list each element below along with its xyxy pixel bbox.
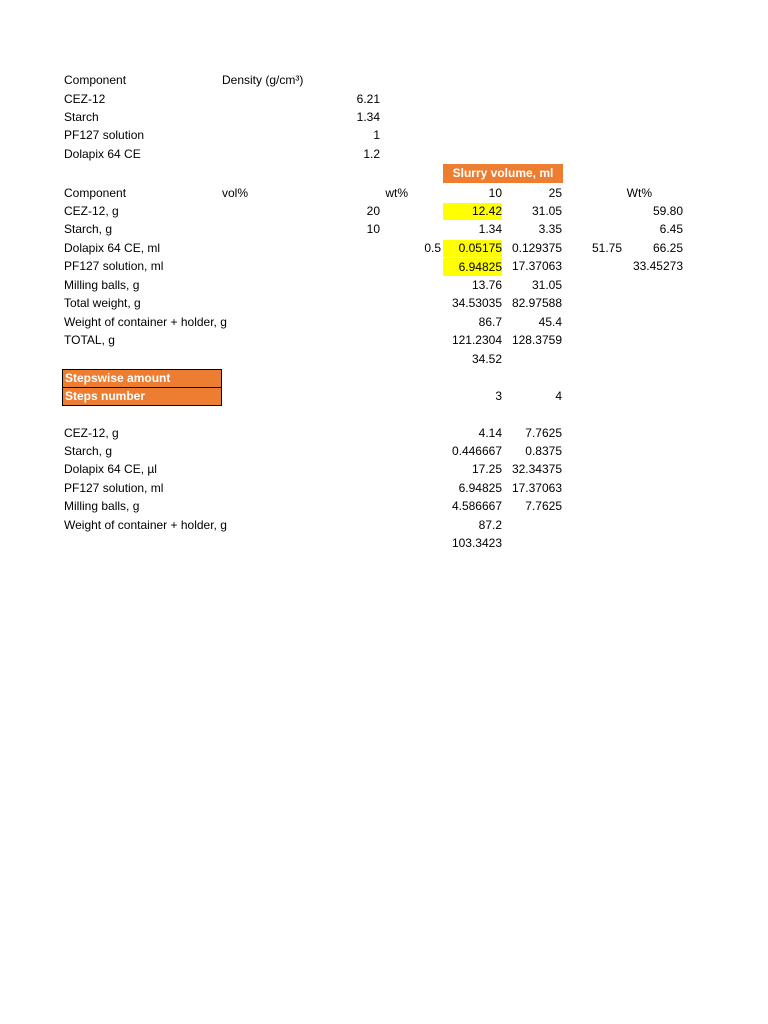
comp-row-extra: 51.75 bbox=[591, 241, 622, 255]
comp-row-name: PF127 solution, ml bbox=[64, 259, 164, 273]
comp-row-wt: 20 bbox=[366, 204, 380, 218]
comp-extra-value: 34.52 bbox=[471, 352, 502, 366]
comp-header-component: Component bbox=[64, 186, 127, 200]
comp-header-wt: wt% bbox=[385, 186, 408, 200]
step-row-v10: 4.586667 bbox=[451, 499, 502, 513]
comp-row-v25: 82.97588 bbox=[511, 296, 562, 310]
comp-row-v25: 45.4 bbox=[538, 315, 562, 329]
step-row-v25: 7.7625 bbox=[525, 426, 562, 440]
comp-header-v10: 10 bbox=[488, 186, 502, 200]
steps-number-label: Steps number bbox=[62, 387, 222, 406]
comp-row-v10: 1.34 bbox=[478, 222, 502, 236]
step-row-name: CEZ-12, g bbox=[64, 426, 119, 440]
comp-header-wtpct: Wt% bbox=[626, 186, 652, 200]
steps-number-25: 4 bbox=[555, 389, 562, 403]
comp-row-v10-highlight: 12.42 bbox=[443, 203, 502, 220]
density-row-value: 1 bbox=[373, 128, 380, 142]
step-row-v10: 87.2 bbox=[478, 518, 502, 532]
comp-header-vol: vol% bbox=[222, 186, 249, 200]
step-row-v25: 0.8375 bbox=[525, 444, 562, 458]
comp-row-v25: 31.05 bbox=[531, 278, 562, 292]
step-row-v25: 17.37063 bbox=[511, 481, 562, 495]
density-header-density: Density (g/cm³) bbox=[222, 73, 304, 87]
comp-row-v10-highlight: 6.94825 bbox=[443, 258, 502, 276]
stepwise-amount-label: Stepswise amount bbox=[62, 369, 222, 388]
density-row-name: Starch bbox=[64, 110, 99, 124]
step-row-v25: 32.34375 bbox=[511, 462, 562, 476]
density-row-value: 6.21 bbox=[356, 92, 380, 106]
density-row-name: Dolapix 64 CE bbox=[64, 147, 141, 161]
slurry-volume-header: Slurry volume, ml bbox=[443, 164, 563, 183]
step-total: 103.3423 bbox=[451, 536, 502, 550]
step-row-v10: 4.14 bbox=[478, 426, 502, 440]
step-row-name: Starch, g bbox=[64, 444, 113, 458]
comp-row-v10-highlight: 0.05175 bbox=[443, 240, 502, 257]
comp-row-pre: 0.5 bbox=[424, 241, 441, 255]
comp-row-name: Weight of container + holder, g bbox=[64, 315, 227, 329]
comp-row-name: CEZ-12, g bbox=[64, 204, 119, 218]
density-row-value: 1.34 bbox=[356, 110, 380, 124]
step-row-v10: 17.25 bbox=[471, 462, 502, 476]
comp-row-v10: 13.76 bbox=[471, 278, 502, 292]
comp-row-wt: 10 bbox=[366, 222, 380, 236]
step-row-name: Milling balls, g bbox=[64, 499, 140, 513]
step-row-v10: 6.94825 bbox=[458, 481, 502, 495]
comp-row-v25: 128.3759 bbox=[511, 333, 562, 347]
step-row-name: PF127 solution, ml bbox=[64, 481, 164, 495]
comp-row-name: Milling balls, g bbox=[64, 278, 140, 292]
comp-row-v25: 3.35 bbox=[538, 222, 562, 236]
comp-row-wtpct: 66.25 bbox=[652, 241, 683, 255]
comp-row-v25: 17.37063 bbox=[511, 259, 562, 273]
comp-row-v10: 34.53035 bbox=[451, 296, 502, 310]
step-row-v25: 7.7625 bbox=[525, 499, 562, 513]
comp-row-v10: 121.2304 bbox=[451, 333, 502, 347]
step-row-name: Dolapix 64 CE, µl bbox=[64, 462, 157, 476]
comp-row-v25: 0.129375 bbox=[511, 241, 562, 255]
comp-row-v10: 86.7 bbox=[478, 315, 502, 329]
comp-row-wtpct: 59.80 bbox=[652, 204, 683, 218]
comp-row-wtpct: 33.45273 bbox=[632, 259, 683, 273]
comp-row-name: Starch, g bbox=[64, 222, 113, 236]
comp-header-v25: 25 bbox=[548, 186, 562, 200]
comp-row-wtpct: 6.45 bbox=[659, 222, 683, 236]
comp-row-name: Dolapix 64 CE, ml bbox=[64, 241, 161, 255]
comp-row-name: TOTAL, g bbox=[64, 333, 115, 347]
steps-number-10: 3 bbox=[495, 389, 502, 403]
density-row-name: PF127 solution bbox=[64, 128, 145, 142]
step-row-name: Weight of container + holder, g bbox=[64, 518, 227, 532]
density-row-name: CEZ-12 bbox=[64, 92, 106, 106]
comp-row-v25: 31.05 bbox=[531, 204, 562, 218]
step-row-v10: 0.446667 bbox=[451, 444, 502, 458]
comp-row-name: Total weight, g bbox=[64, 296, 141, 310]
density-row-value: 1.2 bbox=[363, 147, 380, 161]
density-header-component: Component bbox=[64, 73, 127, 87]
